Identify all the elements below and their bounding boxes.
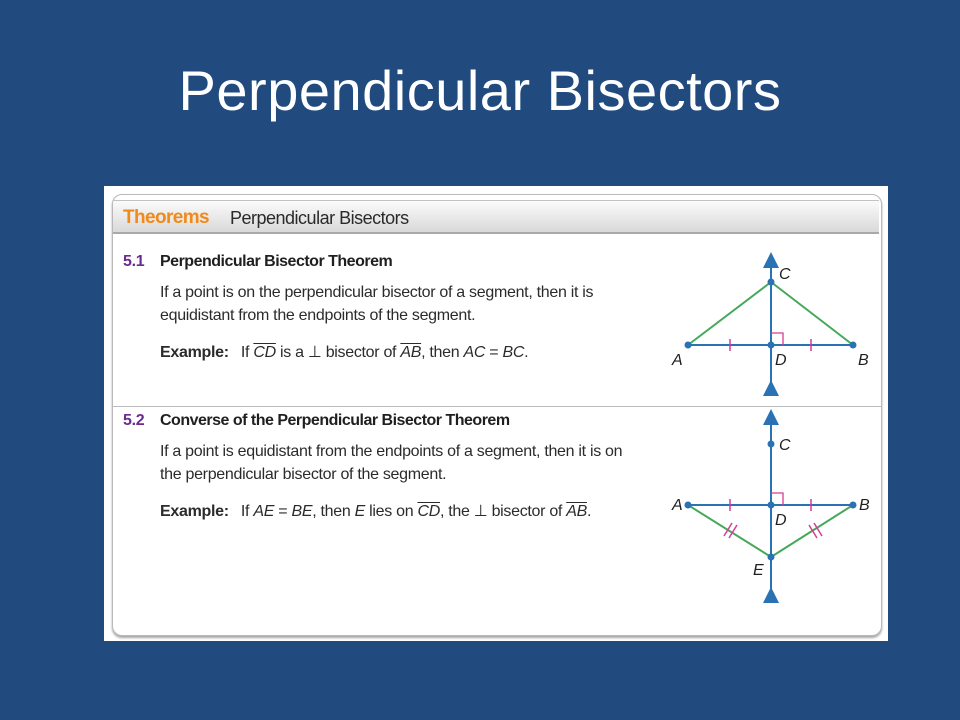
example-text: , the [439, 503, 470, 520]
theorems-panel [112, 194, 882, 636]
example-text: If [240, 344, 250, 361]
label-c: C [779, 266, 791, 283]
segment-ae: AE [253, 503, 275, 520]
perpendicular-symbol: ⊥ [473, 503, 488, 520]
label-a: A [672, 352, 683, 369]
example-text: . [524, 344, 529, 361]
point-a [685, 502, 692, 509]
theorem-5-1-diagram [653, 250, 881, 400]
segment-bc: BC [502, 344, 525, 361]
example-text: , then [421, 344, 460, 361]
point-d [768, 502, 775, 509]
segment-be: BE [291, 503, 313, 520]
example-text: bisector of [325, 344, 397, 361]
label-b: B [858, 352, 869, 369]
theorem-body: If a point is equidistant from the endpoints of a segment, then it is on the perpendicular bisector of the segment. [160, 443, 623, 483]
example-text: lies on [369, 503, 414, 520]
header-title: Perpendicular Bisectors [230, 208, 409, 228]
segment-ac-line [688, 282, 771, 345]
segment-cd: $\overline{CD}$ [417, 503, 440, 520]
point-b [850, 342, 857, 349]
label-d: D [775, 512, 787, 529]
segment-ab: $\overline{AB}$ [400, 344, 422, 361]
theorem-title: Converse of the Perpendicular Bisector Theorem [160, 412, 510, 429]
label-c: C [779, 437, 791, 454]
equals-sign: = [489, 344, 499, 361]
divider [113, 406, 881, 407]
label-a: A [672, 497, 683, 514]
slide-title: Perpendicular Bisectors [178, 59, 782, 122]
perpendicular-symbol: ⊥ [307, 344, 322, 361]
segment-cd: $\overline{CD}$ [253, 344, 276, 361]
theorem-body: If a point is on the perpendicular bisector of a segment, then it is equidistant from the endpoints of the segment. [160, 284, 594, 324]
point-c [768, 279, 775, 286]
panel-header [113, 200, 879, 234]
theorem-5-2-diagram [653, 409, 881, 604]
theorem-number: 5.2 [123, 412, 145, 429]
point-e-text: E [354, 503, 365, 520]
example-text: . [586, 503, 592, 520]
segment-ac: AC [463, 344, 486, 361]
example-text: If [240, 503, 250, 520]
point-b [850, 502, 857, 509]
equals-sign: = [278, 503, 288, 520]
theorem-example [160, 342, 528, 362]
point-a [685, 342, 692, 349]
theorem-number: 5.1 [123, 253, 145, 270]
example-label: Example: [160, 344, 229, 361]
point-e [768, 554, 775, 561]
label-b: B [859, 497, 870, 514]
segment-ae-line [688, 505, 771, 557]
point-d [768, 342, 775, 349]
example-text: bisector of [491, 503, 563, 520]
header-keyword: Theorems [123, 207, 210, 228]
label-d: D [775, 352, 787, 369]
theorems-figure [104, 186, 888, 641]
theorem-example [160, 501, 591, 521]
theorem-title: Perpendicular Bisector Theorem [160, 253, 393, 270]
point-c [768, 441, 775, 448]
example-label: Example: [160, 503, 229, 520]
example-text: is a [280, 344, 304, 361]
label-e: E [753, 562, 764, 579]
segment-ab: $\overline{AB}$ [566, 503, 587, 520]
example-text: , then [312, 503, 351, 520]
